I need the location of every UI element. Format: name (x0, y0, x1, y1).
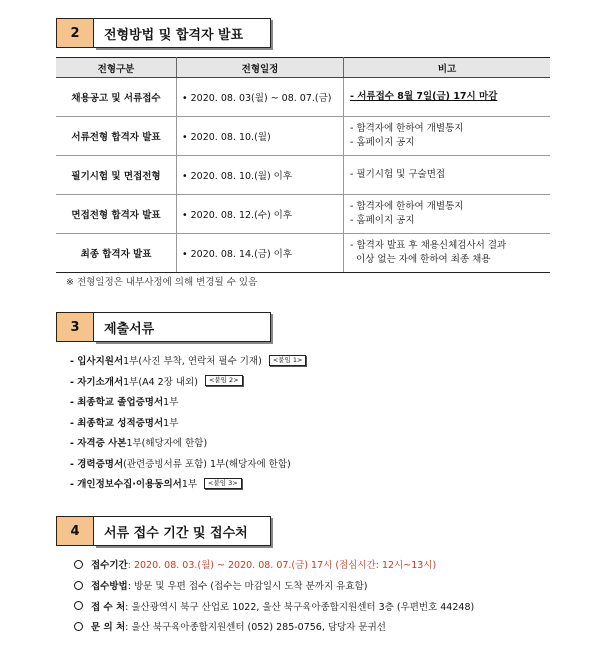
schedule-header-row (56, 58, 550, 78)
list-item (70, 432, 306, 453)
document-detail: 1부 (163, 417, 179, 429)
document-name: - 개인정보수집·이용동의서 (70, 479, 182, 491)
document-detail: 1부(사진 부착, 연락처 필수 기재) (123, 356, 262, 368)
document-detail: 1부 (181, 479, 198, 491)
attachment-badge: <붙임 2> (205, 375, 243, 386)
section2-number: 2 (56, 18, 94, 48)
section2-title: 전형방법 및 합격자 발표 (94, 18, 271, 48)
note-line: - 홈페이지 공지 (350, 215, 415, 226)
document-name: - 자기소개서 (70, 376, 124, 388)
section4-number: 4 (56, 516, 94, 546)
info-label: 접 수 처 (91, 601, 126, 613)
info-value: : 2020. 08. 03.(월) ~ 2020. 08. 07.(금) 17시 (점심시간: 12시~13시) (127, 560, 437, 572)
document-name: - 자격증 사본 (70, 438, 127, 450)
date-cell: • 2020. 08. 14.(금) 이후 (177, 234, 344, 273)
list-item (70, 453, 306, 474)
document-name: - 입사지원서 (70, 356, 124, 368)
section3-number: 3 (56, 312, 94, 342)
list-item (74, 575, 474, 596)
table-row (56, 117, 550, 156)
table-row (56, 195, 550, 234)
document-detail: 1부 (163, 397, 179, 409)
note-cell (344, 117, 551, 156)
table-row (56, 78, 550, 117)
attachment-badge: <붙임 3> (204, 478, 242, 489)
info-value: : 울산 북구육아종합지원센터 (052) 285-0756, 담당자 문귀선 (125, 622, 386, 634)
note-line: - 합격자 발표 후 채용신체검사서 결과 (350, 240, 507, 251)
header-note: 비고 (344, 58, 551, 78)
date-cell: • 2020. 08. 03(월) ~ 08. 07.(금) (177, 78, 344, 117)
header-stage: 전형구분 (56, 58, 177, 78)
note-line: 이상 없는 자에 한하여 최종 채용 (350, 254, 491, 265)
section4-header (56, 516, 271, 546)
document-name: - 최종학교 졸업증명서 (70, 397, 164, 409)
stage-cell: 채용공고 및 서류접수 (56, 78, 177, 117)
list-item (74, 616, 474, 637)
info-label: 접수기간 (91, 560, 128, 572)
list-item (70, 371, 306, 392)
list-item (70, 412, 306, 433)
document-detail: 1부(해당자에 한함) (126, 438, 208, 450)
circle-bullet-icon (74, 560, 83, 569)
note-line: - 합격자에 한하여 개별통지 (350, 123, 464, 134)
info-label: 접수방법 (91, 581, 128, 593)
documents-list (70, 350, 306, 494)
circle-bullet-icon (74, 622, 83, 631)
table-row (56, 234, 550, 273)
date-cell: • 2020. 08. 12.(수) 이후 (177, 195, 344, 234)
circle-bullet-icon (74, 601, 83, 610)
note-line: - 합격자에 한하여 개별통지 (350, 201, 464, 212)
section3-title: 제출서류 (94, 312, 271, 342)
note-line: - 필기시험 및 구술면접 (350, 169, 446, 180)
list-item (70, 391, 306, 412)
document-name: - 최종학교 성적증명서 (70, 417, 164, 429)
stage-cell: 최종 합격자 발표 (56, 234, 177, 273)
section2-header (56, 18, 271, 48)
info-value: : 방문 및 우편 접수 (접수는 마감일시 도착 분까지 유효함) (127, 581, 368, 593)
section3-header (56, 312, 271, 342)
list-item (70, 350, 306, 371)
attachment-badge: <붙임 1> (269, 355, 307, 366)
info-value: : 울산광역시 북구 산업로 1022, 울산 북구육아종합지원센터 3층 (우편번호 44248) (125, 601, 475, 613)
note-cell (344, 234, 551, 273)
date-cell: • 2020. 08. 10.(월) 이후 (177, 156, 344, 195)
stage-cell: 필기시험 및 면접전형 (56, 156, 177, 195)
schedule-footnote: ※ 전형일정은 내부사정에 의해 변경될 수 있음 (66, 277, 258, 288)
note-line: - 홈페이지 공지 (350, 137, 415, 148)
submission-info-list (74, 554, 474, 637)
note-cell (344, 156, 551, 195)
document-name: - 경력증명서 (70, 458, 124, 470)
stage-cell: 면접전형 합격자 발표 (56, 195, 177, 234)
stage-cell: 서류전형 합격자 발표 (56, 117, 177, 156)
note-cell (344, 78, 551, 117)
note-cell (344, 195, 551, 234)
note-line: - 서류접수 8월 7일(금) 17시 마감 (350, 91, 498, 102)
list-item (70, 473, 306, 494)
circle-bullet-icon (74, 581, 83, 590)
info-label: 문 의 처 (91, 622, 126, 634)
date-cell: • 2020. 08. 10.(월) (177, 117, 344, 156)
table-row (56, 156, 550, 195)
document-detail: 1부(A4 2장 내외) (123, 376, 198, 388)
header-date: 전형일정 (177, 58, 344, 78)
section4-title: 서류 접수 기간 및 접수처 (94, 516, 271, 546)
list-item (74, 554, 474, 575)
schedule-table (56, 57, 550, 273)
list-item (74, 595, 474, 616)
document-detail: (관련증빙서류 포함) 1부(해당자에 한함) (123, 458, 291, 470)
